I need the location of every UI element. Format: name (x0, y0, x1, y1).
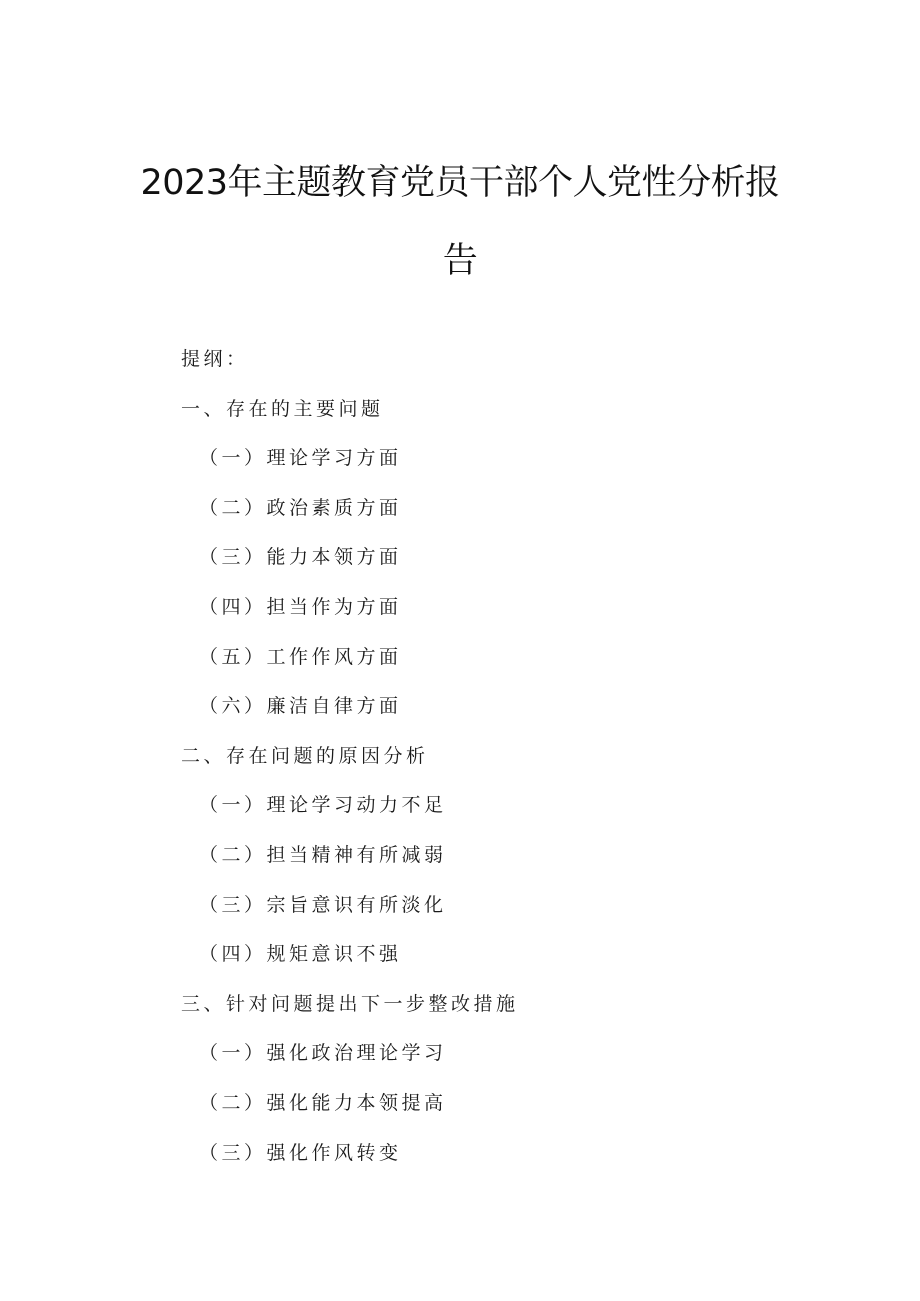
document-title-line-1: 2023年主题教育党员干部个人党性分析报 (140, 163, 780, 203)
outline-heading: 提纲： (181, 348, 249, 370)
outline-subsection: （二）强化能力本领提高 (199, 1091, 447, 1114)
outline-subsection: （一）理论学习方面 (199, 447, 402, 470)
outline-subsection: （五）工作作风方面 (199, 645, 402, 668)
outline-subsection: （三）强化作风转变 (199, 1141, 402, 1164)
outline-section: 三、针对问题提出下一步整改措施 (181, 992, 519, 1015)
outline-subsection: （四）担当作为方面 (199, 595, 402, 618)
outline-subsection: （三）能力本领方面 (199, 546, 402, 569)
outline-subsection: （一）强化政治理论学习 (199, 1042, 447, 1065)
outline-subsection: （四）规矩意识不强 (199, 943, 402, 966)
outline-subsection: （一）理论学习动力不足 (199, 794, 447, 817)
outline-subsection: （三）宗旨意识有所淡化 (199, 893, 447, 916)
outline-section: 一、存在的主要问题 (181, 397, 384, 420)
outline-section: 二、存在问题的原因分析 (181, 744, 429, 767)
outline-subsection: （二）政治素质方面 (199, 496, 402, 519)
document-title-line-2: 告 (442, 241, 478, 281)
outline-list (0, 344, 920, 1187)
outline-subsection: （六）廉洁自律方面 (199, 695, 402, 718)
outline-subsection: （二）担当精神有所减弱 (199, 843, 447, 866)
